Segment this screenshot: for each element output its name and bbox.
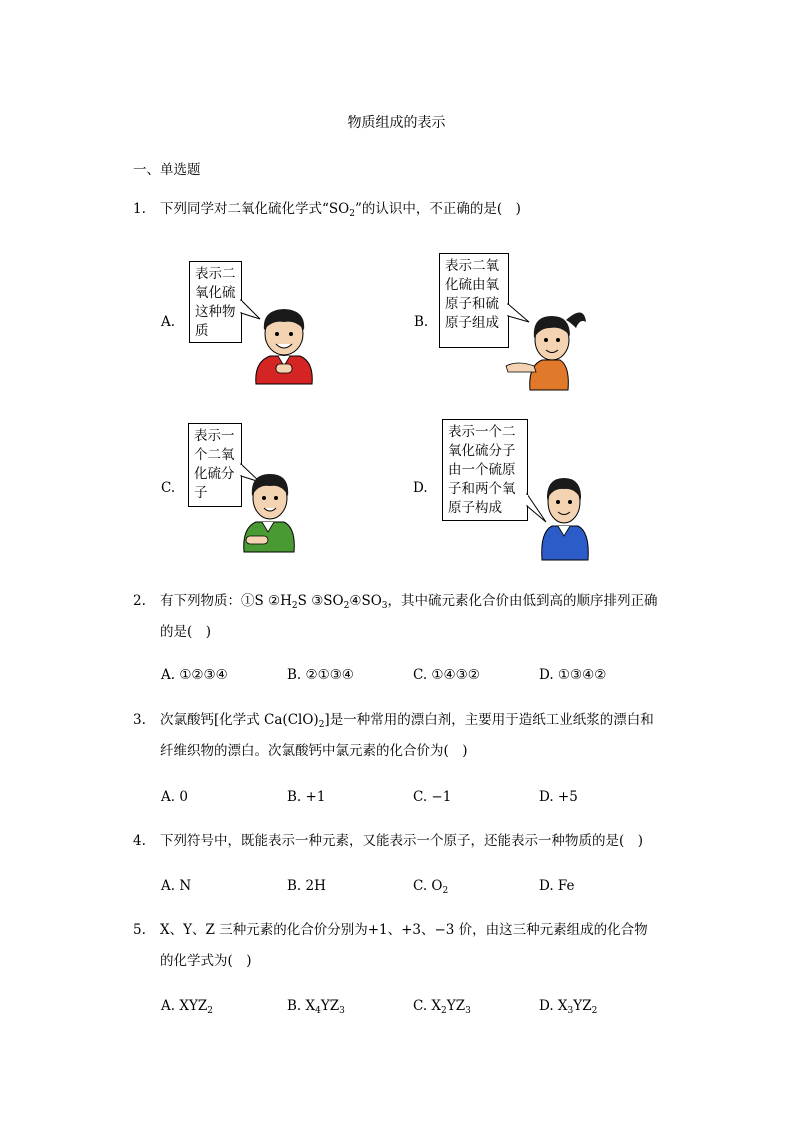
bubble-line: 表示二氧 xyxy=(445,258,499,274)
option-c-letter: C. xyxy=(161,480,176,496)
speech-bubble-c xyxy=(188,423,242,507)
option-text: YZ xyxy=(573,998,592,1014)
option-text: B. X xyxy=(287,998,316,1014)
question-number: 5. xyxy=(133,922,146,938)
option-text: C. O xyxy=(413,878,443,894)
question-text: X、Y、Z 三种元素的化合价分别为+1、+3、−3 价，由这三种元素组成的化合物 xyxy=(160,922,648,938)
subscript: 2 xyxy=(207,1006,213,1016)
subscript: 2 xyxy=(343,601,350,611)
question-text-part: ④SO xyxy=(349,593,382,609)
bubble-line: 表示二 xyxy=(195,266,236,282)
bubble-line: 个二氧 xyxy=(194,447,235,463)
bubble-line: 化硫分 xyxy=(194,466,235,482)
option-text: YZ xyxy=(320,998,340,1014)
question-text-part: ，其中硫元素化合价由低到高的顺序排列正确 xyxy=(387,593,658,609)
question-text-part: 下列同学对二氧化硫化学式“SO xyxy=(160,201,350,217)
bubble-line: 原子组成 xyxy=(445,315,499,331)
option-c: C. −1 xyxy=(413,789,452,805)
option-d-letter: D. xyxy=(413,480,428,496)
bubble-line: 化硫由氧 xyxy=(445,277,499,293)
bubble-line: 原子和硫 xyxy=(445,296,499,312)
option-text: D. X xyxy=(539,998,568,1014)
option-b xyxy=(287,878,326,894)
boy-green-shirt-illustration xyxy=(238,466,300,554)
question-text-part: S ③SO xyxy=(297,593,344,609)
option-d: D. +5 xyxy=(539,789,578,805)
subscript: 4 xyxy=(315,1006,321,1016)
question-number: 3. xyxy=(133,712,146,728)
bubble-line: 表示一个二 xyxy=(448,424,516,440)
question-text xyxy=(160,586,658,621)
subscript: 2 xyxy=(441,1006,447,1016)
subscript: 2 xyxy=(442,886,449,896)
bubble-line: 子 xyxy=(194,485,208,501)
section-heading: 一、单选题 xyxy=(133,162,201,178)
option-d xyxy=(539,998,597,1016)
question-text-part: ]是一种常用的漂白剂，主要用于造纸工业纸浆的漂白和 xyxy=(324,712,654,728)
question-number: 4. xyxy=(133,833,146,849)
option-b: B. +1 xyxy=(287,789,326,805)
subscript: 2 xyxy=(349,209,355,219)
question-number: 1. xyxy=(133,201,146,217)
speech-bubble-a xyxy=(189,261,242,343)
bubble-line: 质 xyxy=(195,323,209,339)
question-text-line2: 的化学式为( ) xyxy=(160,953,252,969)
option-a xyxy=(161,878,191,894)
option-a-letter: A. xyxy=(161,314,176,330)
boy-red-shirt-illustration xyxy=(248,300,320,386)
question-text xyxy=(160,705,654,740)
option-text: A. XYZ xyxy=(161,998,208,1014)
option-text: A. N xyxy=(161,878,192,894)
option-a: A. 0 xyxy=(161,789,188,805)
question-text: 下列符号中，既能表示一种元素，又能表示一个原子，还能表示一种物质的是( ) xyxy=(160,833,644,849)
subscript: 2 xyxy=(591,1006,598,1016)
option-d xyxy=(539,878,575,894)
subscript: 3 xyxy=(339,1006,345,1016)
question-number: 2. xyxy=(133,593,146,609)
bubble-line: 子和两个氧 xyxy=(448,481,516,497)
subscript: 2 xyxy=(318,720,325,730)
subscript: 2 xyxy=(291,601,298,611)
bubble-line: 这种物 xyxy=(195,304,236,320)
subscript: 3 xyxy=(465,1006,471,1016)
boy-blue-shirt-illustration xyxy=(534,470,592,562)
bubble-line: 氧化硫分子 xyxy=(448,443,516,459)
question-text xyxy=(160,194,521,229)
option-b-letter: B. xyxy=(414,314,429,330)
bubble-line: 原子构成 xyxy=(448,500,502,516)
subscript: 3 xyxy=(381,601,388,611)
option-a: A. ①②③④ xyxy=(161,667,228,683)
question-text-line2: 纤维织物的漂白。次氯酸钙中氯元素的化合价为( ) xyxy=(160,743,468,759)
option-text: C. X xyxy=(413,998,442,1014)
option-b xyxy=(287,998,345,1016)
option-a xyxy=(161,998,213,1016)
question-text-part: 有下列物质：①S ②H xyxy=(160,593,292,609)
option-c xyxy=(413,878,448,896)
bubble-line: 氧化硫 xyxy=(195,285,236,301)
option-text: YZ xyxy=(446,998,466,1014)
option-text: B. 2H xyxy=(287,878,326,894)
question-text-line2: 的是( ) xyxy=(160,624,212,640)
subscript: 3 xyxy=(567,1006,574,1016)
option-text: D. Fe xyxy=(539,878,575,894)
bubble-line: 表示一 xyxy=(194,428,235,444)
speech-bubble-b xyxy=(439,253,509,348)
bubble-line: 由一个硫原 xyxy=(448,462,516,478)
question-text-part: 次氯酸钙[化学式 Ca(ClO) xyxy=(160,712,319,728)
question-text-part: ”的认识中，不正确的是( ) xyxy=(354,201,521,217)
girl-ponytail-illustration xyxy=(504,300,590,392)
option-d: D. ①③④② xyxy=(539,667,607,683)
option-c: C. ①④③② xyxy=(413,667,480,683)
page-title: 物质组成的表示 xyxy=(347,115,446,131)
speech-bubble-d xyxy=(442,419,528,521)
option-b: B. ②①③④ xyxy=(287,667,354,683)
option-c xyxy=(413,998,471,1016)
